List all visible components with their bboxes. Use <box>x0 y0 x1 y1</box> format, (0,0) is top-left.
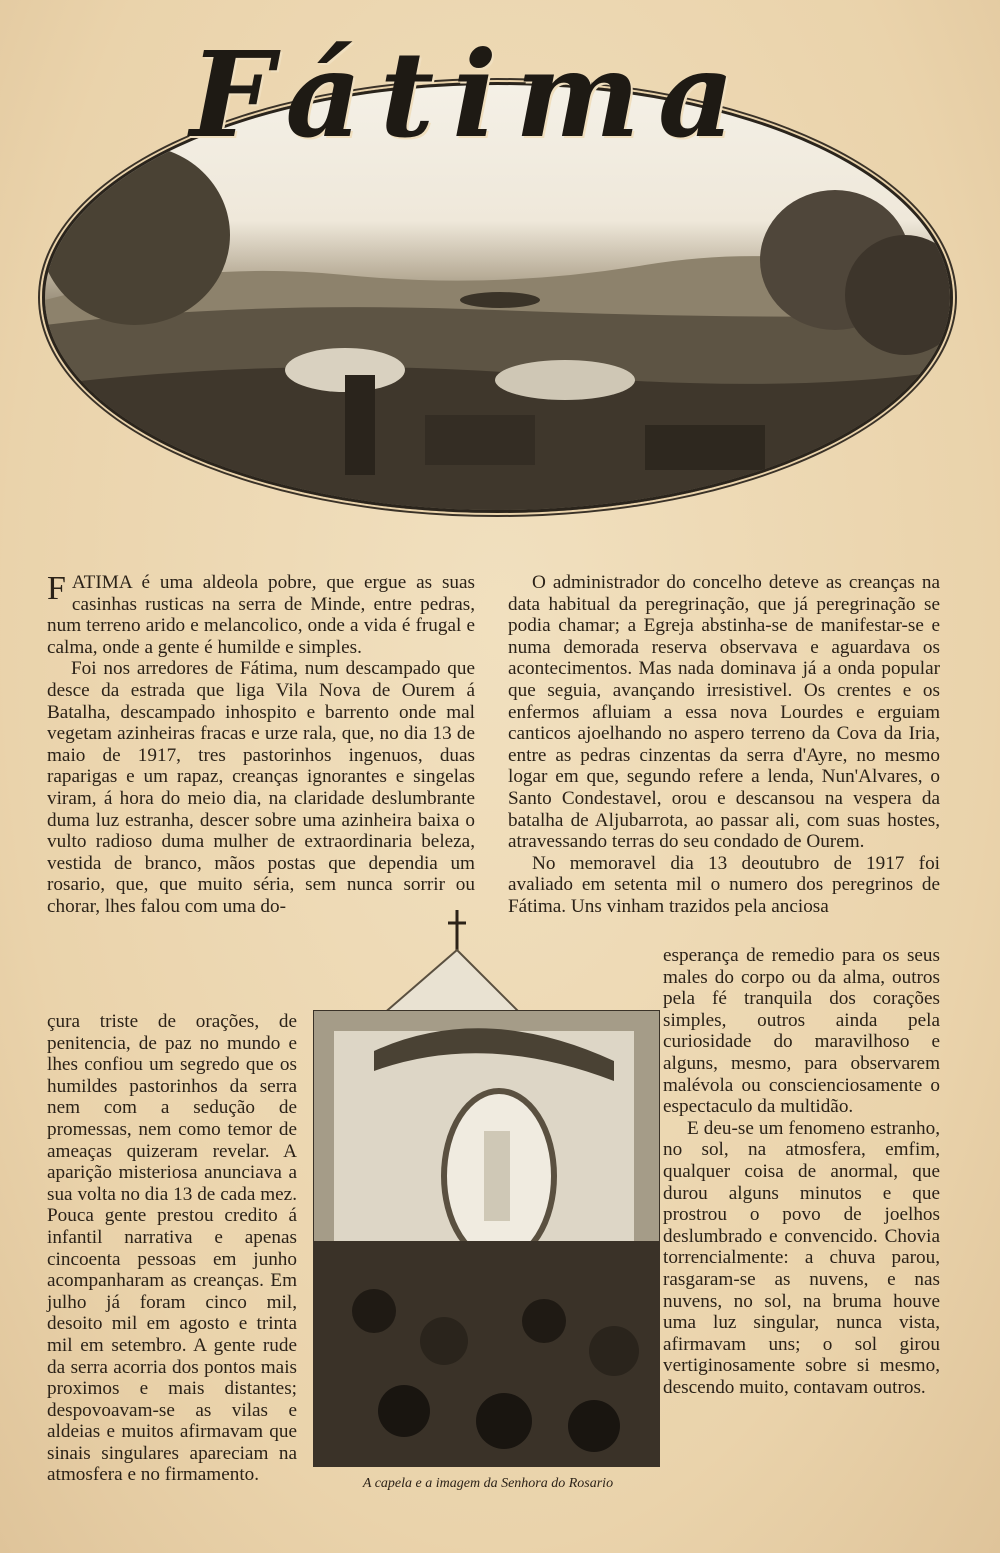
page-title: Fátima <box>190 25 753 164</box>
paragraph: FATIMA é uma aldeola pobre, que ergue as suas casinhas rusticas na serra de Minde, entre pedras, num terreno arido e melancolico, onde a vida é frugal e calma, onde a gente é humilde e simples. <box>47 570 475 658</box>
paragraph: E deu-se um fenomeno estranho, no sol, na atmosfera, emfim, qualquer coisa de anormal, que durou alguns minutos e que prostrou o povo de joelhos deslumbrado e convencido. Chovia torrencialmente: a chuva parou, rasgaram-se as nuvens, e nas nuvens, no sol, na bruma houve uma luz singular, nunca vista, afirmavam uns; o sol girou vertiginosamente sobre si mesmo, descendo muito, contavam outros. <box>663 1117 940 1398</box>
right-column <box>508 572 940 918</box>
paragraph: No memoravel dia 13 deoutubro de 1917 foi avaliado em setenta mil o numero dos peregrinos de Fátima. Uns vinham trazidos pela anciosa <box>508 852 940 917</box>
paragraph: çura triste de orações, de penitencia, de paz no mundo e lhes confiou um segredo que os humildes pastorinhos da serra nem com a sedução de promessas, nem como temor de ameaças quizeram revelar. A aparição misteriosa anunciava a sua volta no dia 13 de cada mez. Pouca gente prestou credito á infantil narrativa e apenas cincoenta pessoas em junho acompanharam as creanças. Em julho já foram cinco mil, desoito mil em agosto e trinta mil em setembro. A gente rude da serra acorria dos pontos mais proximos e mais distantes; despovoavam-se as vilas e aldeias e muitos afirmavam que sinais singulares apareciam na atmosfera e no firmamento. <box>47 1011 297 1486</box>
drop-cap: F <box>47 570 66 607</box>
right-column-narrow <box>663 945 940 1398</box>
photo-caption: A capela e a imagem da Senhora do Rosario <box>362 1476 614 1491</box>
paragraph: O administrador do concelho deteve as creanças na data habitual da peregrinação, que já peregrinação se podia chamar; a Egreja abstinha-se de manifestar-se e numa demorada reserva observava e aguardava os acontecimentos. Mas nada dominava já a onda popular que seguia, avançando irresistivel. Os crentes e os enfermos afluiam a essa nova Lourdes e erguiam canticos ajoelhando no aspero terreno da Cova da Iria, entre as pedras cinzentas da serra d'Ayre, no mesmo logar em que, segundo refere a lenda, Nun'Alvares, o Santo Condestavel, orou e descansou na vespera da batalha de Aljubarrota, ao passar ali, com suas hostes, atravessando terras do seu condado de Ourem. <box>508 572 940 853</box>
chapel-roof-cross <box>372 905 522 1015</box>
paragraph: Foi nos arredores de Fátima, num descampado que desce da estrada que liga Vila Nova de Ourem á Batalha, descampado inhospito e barrento onde mal vegetam azinheiras fracas e urze rala, que, no dia 13 de maio de 1917, tres pastorinhos ingenuos, duas raparigas e um rapaz, creanças ignorantes e singelas viram, á hora do meio dia, na claridade deslumbrante duma luz estranha, descer sobre uma azinheira baixa o vulto radioso duma mulher de extraordinaria beleza, vestida de branco, mãos postas que dependia um rosario, que, que muito séria, sem nunca sorrir ou chorar, lhes falou com uma do- <box>47 658 475 917</box>
chapel-photo <box>313 1010 660 1467</box>
paragraph: esperança de remedio para os seus males do corpo ou da alma, outros pela fé tranquila dos corações simples, outros ainda pela curiosidade do maravilhoso e alguns, mesmo, para observarem malévola ou conscienciosamente o espectaculo da multidão. <box>663 945 940 1118</box>
left-column-narrow <box>47 1011 297 1486</box>
left-column <box>47 572 475 918</box>
